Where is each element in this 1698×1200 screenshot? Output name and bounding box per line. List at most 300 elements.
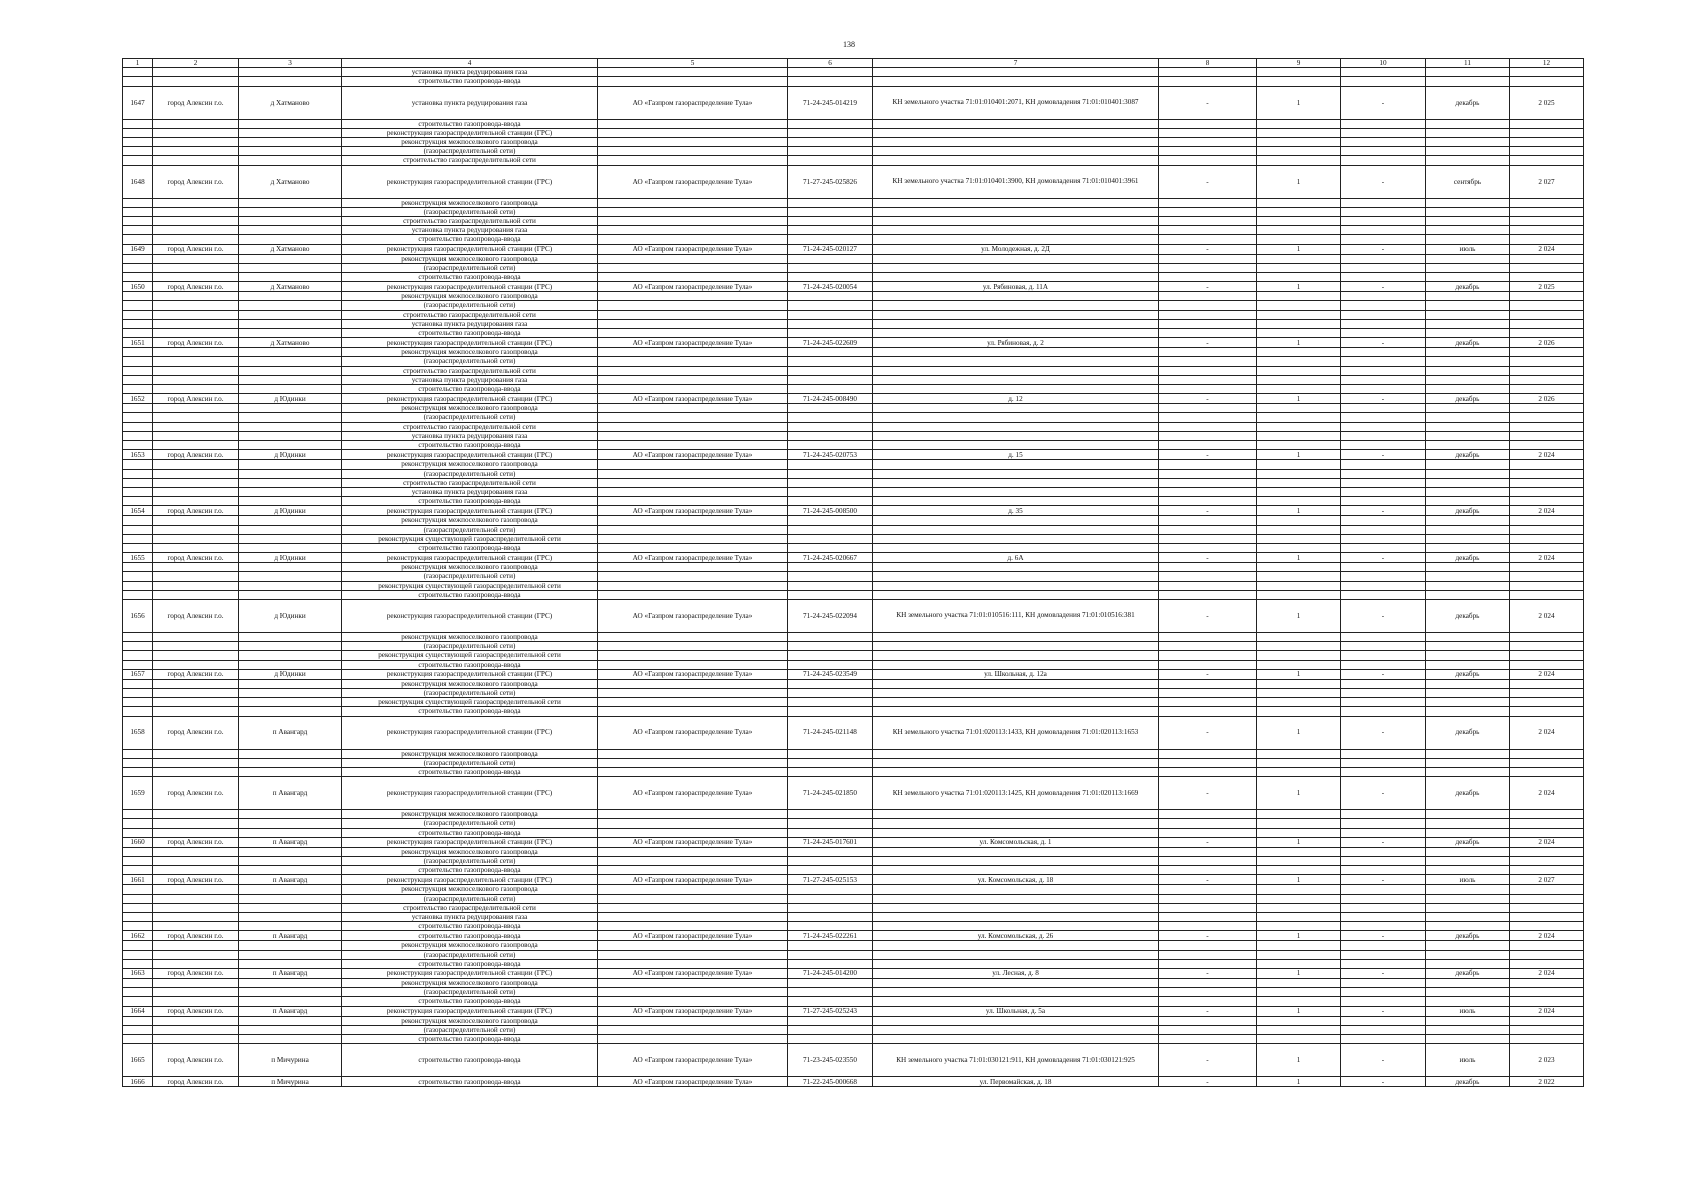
cell-10-cell	[1341, 460, 1426, 469]
address-cell	[873, 441, 1159, 450]
completion-year-cell	[1510, 997, 1584, 1006]
completion-month-cell	[1426, 301, 1510, 310]
address-cell	[873, 263, 1159, 272]
cell-10-cell	[1341, 441, 1426, 450]
address-cell	[873, 319, 1159, 328]
cell-8-cell	[1159, 847, 1257, 856]
cell-8-cell	[1159, 885, 1257, 894]
completion-year-cell	[1510, 404, 1584, 413]
completion-month-cell	[1426, 77, 1510, 86]
column-header: 6	[788, 59, 873, 68]
application-number-cell	[788, 235, 873, 244]
settlement-cell	[239, 226, 342, 235]
settlement-cell	[239, 68, 342, 77]
cell-8-cell: -	[1159, 1006, 1257, 1016]
work-type-cell: реконструкция межпоселкового газопровода	[342, 679, 598, 688]
cell-8-cell	[1159, 156, 1257, 165]
table-row	[123, 226, 1584, 235]
cell-8-cell	[1159, 698, 1257, 707]
connections-count-cell: 1	[1257, 450, 1341, 460]
municipality-cell: город Алексин г.о.	[153, 969, 239, 979]
completion-month-cell: декабрь	[1426, 931, 1510, 941]
completion-year-cell	[1510, 651, 1584, 660]
connections-count-cell: 1	[1257, 931, 1341, 941]
application-number-cell	[788, 959, 873, 968]
table-row	[123, 707, 1584, 716]
cell-10-cell	[1341, 198, 1426, 207]
application-number-cell	[788, 1016, 873, 1025]
table-row	[123, 847, 1584, 856]
operator-cell	[598, 997, 788, 1006]
column-header: 12	[1510, 59, 1584, 68]
application-number-cell	[788, 469, 873, 478]
completion-month-cell	[1426, 375, 1510, 384]
cell-8-cell: -	[1159, 1044, 1257, 1077]
address-cell	[873, 310, 1159, 319]
cell-10-cell	[1341, 749, 1426, 758]
municipality-cell	[153, 487, 239, 496]
work-type-cell: установка пункта редуцирования газа	[342, 375, 598, 384]
operator-cell	[598, 632, 788, 641]
completion-month-cell	[1426, 516, 1510, 525]
settlement-cell	[239, 77, 342, 86]
completion-year-cell	[1510, 254, 1584, 263]
application-number-cell: 71-27-245-025826	[788, 165, 873, 198]
address-cell: ул. Школьная, д. 12а	[873, 669, 1159, 679]
application-number-cell	[788, 263, 873, 272]
completion-month-cell	[1426, 263, 1510, 272]
application-number-cell	[788, 856, 873, 865]
cell-8-cell	[1159, 581, 1257, 590]
application-number-cell	[788, 273, 873, 282]
column-header: 4	[342, 59, 598, 68]
cell-10-cell	[1341, 431, 1426, 440]
work-type-cell: реконструкция газораспределительной станции (ГРС)	[342, 669, 598, 679]
application-number-cell	[788, 292, 873, 301]
completion-month-cell	[1426, 749, 1510, 758]
row-number-cell	[123, 828, 153, 837]
completion-year-cell	[1510, 856, 1584, 865]
cell-8-cell	[1159, 128, 1257, 137]
row-number-cell	[123, 385, 153, 394]
connections-count-cell	[1257, 688, 1341, 697]
table-row	[123, 988, 1584, 997]
address-cell	[873, 563, 1159, 572]
table-row	[123, 338, 1584, 348]
application-number-cell	[788, 534, 873, 543]
table-row	[123, 885, 1584, 894]
completion-month-cell	[1426, 707, 1510, 716]
completion-year-cell	[1510, 913, 1584, 922]
application-number-cell	[788, 563, 873, 572]
operator-cell	[598, 894, 788, 903]
address-cell	[873, 1025, 1159, 1034]
address-cell	[873, 68, 1159, 77]
application-number-cell	[788, 198, 873, 207]
application-number-cell	[788, 572, 873, 581]
application-number-cell	[788, 441, 873, 450]
address-cell	[873, 301, 1159, 310]
work-type-cell: строительство газопровода-ввода	[342, 828, 598, 837]
cell-10-cell: -	[1341, 553, 1426, 563]
municipality-cell	[153, 292, 239, 301]
completion-year-cell	[1510, 534, 1584, 543]
table-row	[123, 375, 1584, 384]
table-row	[123, 767, 1584, 776]
cell-10-cell: -	[1341, 875, 1426, 885]
municipality-cell	[153, 810, 239, 819]
completion-year-cell	[1510, 156, 1584, 165]
completion-month-cell	[1426, 431, 1510, 440]
row-number-cell	[123, 422, 153, 431]
connections-count-cell	[1257, 147, 1341, 156]
application-number-cell: 71-24-245-014219	[788, 86, 873, 119]
row-number-cell	[123, 903, 153, 912]
table-row	[123, 931, 1584, 941]
completion-year-cell	[1510, 422, 1584, 431]
work-type-cell: (газораспределительной сети)	[342, 207, 598, 216]
settlement-cell	[239, 651, 342, 660]
cell-8-cell: -	[1159, 86, 1257, 119]
cell-10-cell	[1341, 301, 1426, 310]
connections-count-cell	[1257, 543, 1341, 552]
settlement-cell	[239, 487, 342, 496]
row-number-cell: 1665	[123, 1044, 153, 1077]
work-type-cell: реконструкция газораспределительной станции (ГРС)	[342, 450, 598, 460]
completion-year-cell: 2 024	[1510, 716, 1584, 749]
completion-year-cell	[1510, 810, 1584, 819]
operator-cell	[598, 590, 788, 599]
address-cell	[873, 810, 1159, 819]
completion-month-cell: декабрь	[1426, 1077, 1510, 1087]
municipality-cell	[153, 543, 239, 552]
municipality-cell	[153, 68, 239, 77]
cell-10-cell: -	[1341, 1044, 1426, 1077]
application-number-cell	[788, 147, 873, 156]
row-number-cell	[123, 632, 153, 641]
row-number-cell: 1648	[123, 165, 153, 198]
cell-8-cell: -	[1159, 969, 1257, 979]
operator-cell	[598, 147, 788, 156]
connections-count-cell	[1257, 563, 1341, 572]
cell-10-cell: -	[1341, 716, 1426, 749]
completion-year-cell: 2 023	[1510, 1044, 1584, 1077]
cell-8-cell	[1159, 525, 1257, 534]
work-type-cell: (газораспределительной сети)	[342, 819, 598, 828]
completion-month-cell	[1426, 581, 1510, 590]
cell-10-cell	[1341, 385, 1426, 394]
cell-8-cell: -	[1159, 1077, 1257, 1087]
work-type-cell: реконструкция межпоселкового газопровода	[342, 1016, 598, 1025]
work-type-cell: строительство газораспределительной сети	[342, 903, 598, 912]
cell-8-cell	[1159, 810, 1257, 819]
table-row	[123, 599, 1584, 632]
completion-year-cell	[1510, 119, 1584, 128]
table-row	[123, 77, 1584, 86]
municipality-cell	[153, 310, 239, 319]
work-type-cell: установка пункта редуцирования газа	[342, 913, 598, 922]
cell-10-cell	[1341, 68, 1426, 77]
completion-year-cell: 2 024	[1510, 1006, 1584, 1016]
municipality-cell	[153, 903, 239, 912]
settlement-cell	[239, 819, 342, 828]
cell-8-cell	[1159, 922, 1257, 931]
cell-10-cell	[1341, 534, 1426, 543]
row-number-cell: 1661	[123, 875, 153, 885]
cell-10-cell: -	[1341, 599, 1426, 632]
operator-cell	[598, 922, 788, 931]
settlement-cell	[239, 707, 342, 716]
cell-10-cell: -	[1341, 777, 1426, 810]
row-number-cell	[123, 758, 153, 767]
cell-8-cell	[1159, 254, 1257, 263]
work-type-cell: (газораспределительной сети)	[342, 525, 598, 534]
completion-month-cell: июль	[1426, 244, 1510, 254]
work-type-cell: строительство газопровода-ввода	[342, 767, 598, 776]
completion-year-cell	[1510, 922, 1584, 931]
cell-10-cell	[1341, 147, 1426, 156]
address-cell	[873, 525, 1159, 534]
connections-count-cell	[1257, 263, 1341, 272]
settlement-cell	[239, 156, 342, 165]
completion-year-cell: 2 024	[1510, 777, 1584, 810]
row-number-cell	[123, 254, 153, 263]
cell-10-cell	[1341, 217, 1426, 226]
cell-10-cell: -	[1341, 837, 1426, 847]
row-number-cell: 1656	[123, 599, 153, 632]
settlement-cell	[239, 810, 342, 819]
municipality-cell	[153, 431, 239, 440]
operator-cell	[598, 758, 788, 767]
application-number-cell	[788, 988, 873, 997]
settlement-cell	[239, 828, 342, 837]
settlement-cell	[239, 375, 342, 384]
operator-cell	[598, 516, 788, 525]
municipality-cell	[153, 357, 239, 366]
completion-month-cell: декабрь	[1426, 837, 1510, 847]
cell-8-cell	[1159, 301, 1257, 310]
settlement-cell	[239, 217, 342, 226]
settlement-cell	[239, 959, 342, 968]
work-type-cell: реконструкция газораспределительной станции (ГРС)	[342, 777, 598, 810]
table-row	[123, 525, 1584, 534]
table-row	[123, 394, 1584, 404]
municipality-cell	[153, 679, 239, 688]
connections-count-cell	[1257, 707, 1341, 716]
cell-8-cell	[1159, 375, 1257, 384]
operator-cell: АО «Газпром газораспределение Тула»	[598, 1006, 788, 1016]
settlement-cell	[239, 357, 342, 366]
operator-cell	[598, 301, 788, 310]
operator-cell	[598, 688, 788, 697]
settlement-cell	[239, 590, 342, 599]
address-cell	[873, 660, 1159, 669]
work-type-cell: строительство газопровода-ввода	[342, 77, 598, 86]
address-cell	[873, 357, 1159, 366]
row-number-cell: 1660	[123, 837, 153, 847]
operator-cell	[598, 254, 788, 263]
cell-8-cell	[1159, 138, 1257, 147]
settlement-cell	[239, 422, 342, 431]
operator-cell	[598, 563, 788, 572]
work-type-cell: (газораспределительной сети)	[342, 856, 598, 865]
cell-10-cell	[1341, 469, 1426, 478]
work-type-cell: (газораспределительной сети)	[342, 413, 598, 422]
application-number-cell	[788, 156, 873, 165]
table-row	[123, 263, 1584, 272]
settlement-cell	[239, 758, 342, 767]
application-number-cell	[788, 590, 873, 599]
work-type-cell: реконструкция газораспределительной станции (ГРС)	[342, 599, 598, 632]
row-number-cell	[123, 516, 153, 525]
address-cell	[873, 413, 1159, 422]
completion-year-cell	[1510, 847, 1584, 856]
connections-count-cell: 1	[1257, 338, 1341, 348]
table-row	[123, 581, 1584, 590]
municipality-cell	[153, 217, 239, 226]
completion-year-cell	[1510, 413, 1584, 422]
cell-10-cell	[1341, 698, 1426, 707]
cell-10-cell	[1341, 988, 1426, 997]
table-row	[123, 749, 1584, 758]
settlement-cell	[239, 469, 342, 478]
cell-8-cell	[1159, 758, 1257, 767]
cell-10-cell	[1341, 959, 1426, 968]
table-row	[123, 903, 1584, 912]
cell-10-cell	[1341, 828, 1426, 837]
cell-10-cell	[1341, 1025, 1426, 1034]
table-row	[123, 86, 1584, 119]
table-row	[123, 590, 1584, 599]
completion-month-cell	[1426, 543, 1510, 552]
table-row	[123, 478, 1584, 487]
table-row	[123, 950, 1584, 959]
connections-count-cell	[1257, 866, 1341, 875]
settlement-cell	[239, 329, 342, 338]
gasification-table	[122, 58, 1584, 1087]
row-number-cell	[123, 404, 153, 413]
application-number-cell: 71-23-245-023550	[788, 1044, 873, 1077]
work-type-cell: реконструкция межпоселкового газопровода	[342, 292, 598, 301]
completion-year-cell	[1510, 357, 1584, 366]
completion-year-cell: 2 024	[1510, 837, 1584, 847]
operator-cell	[598, 292, 788, 301]
application-number-cell	[788, 866, 873, 875]
row-number-cell	[123, 128, 153, 137]
municipality-cell	[153, 1035, 239, 1044]
connections-count-cell	[1257, 660, 1341, 669]
work-type-cell: строительство газопровода-ввода	[342, 590, 598, 599]
connections-count-cell	[1257, 1016, 1341, 1025]
address-cell	[873, 856, 1159, 865]
completion-year-cell	[1510, 319, 1584, 328]
address-cell	[873, 431, 1159, 440]
cell-8-cell: -	[1159, 244, 1257, 254]
cell-10-cell	[1341, 767, 1426, 776]
application-number-cell: 71-27-245-025243	[788, 1006, 873, 1016]
municipality-cell: город Алексин г.о.	[153, 1077, 239, 1087]
completion-year-cell: 2 024	[1510, 244, 1584, 254]
completion-year-cell	[1510, 950, 1584, 959]
connections-count-cell	[1257, 959, 1341, 968]
work-type-cell: строительство газопровода-ввода	[342, 866, 598, 875]
table-row	[123, 413, 1584, 422]
settlement-cell	[239, 478, 342, 487]
address-cell	[873, 198, 1159, 207]
operator-cell	[598, 431, 788, 440]
completion-month-cell	[1426, 959, 1510, 968]
work-type-cell: реконструкция существующей газораспределительной сети	[342, 651, 598, 660]
operator-cell	[598, 679, 788, 688]
cell-10-cell	[1341, 254, 1426, 263]
settlement-cell: п Авангард	[239, 875, 342, 885]
connections-count-cell	[1257, 217, 1341, 226]
completion-year-cell	[1510, 1016, 1584, 1025]
completion-year-cell: 2 025	[1510, 282, 1584, 292]
work-type-cell: строительство газораспределительной сети	[342, 217, 598, 226]
work-type-cell: реконструкция газораспределительной станции (ГРС)	[342, 282, 598, 292]
application-number-cell	[788, 119, 873, 128]
row-number-cell	[123, 1035, 153, 1044]
row-number-cell	[123, 941, 153, 950]
operator-cell	[598, 319, 788, 328]
completion-month-cell: декабрь	[1426, 669, 1510, 679]
table-row	[123, 1044, 1584, 1077]
row-number-cell	[123, 922, 153, 931]
connections-count-cell: 1	[1257, 669, 1341, 679]
operator-cell: АО «Газпром газораспределение Тула»	[598, 669, 788, 679]
operator-cell	[598, 138, 788, 147]
work-type-cell: установка пункта редуцирования газа	[342, 431, 598, 440]
settlement-cell: д Юдинки	[239, 553, 342, 563]
connections-count-cell	[1257, 301, 1341, 310]
row-number-cell: 1649	[123, 244, 153, 254]
cell-8-cell: -	[1159, 165, 1257, 198]
settlement-cell	[239, 660, 342, 669]
municipality-cell	[153, 534, 239, 543]
municipality-cell: город Алексин г.о.	[153, 669, 239, 679]
work-type-cell: реконструкция межпоселкового газопровода	[342, 460, 598, 469]
cell-10-cell: -	[1341, 338, 1426, 348]
cell-10-cell	[1341, 810, 1426, 819]
table-row	[123, 1077, 1584, 1087]
row-number-cell	[123, 217, 153, 226]
address-cell: д. 15	[873, 450, 1159, 460]
operator-cell	[598, 422, 788, 431]
connections-count-cell	[1257, 310, 1341, 319]
operator-cell	[598, 698, 788, 707]
cell-8-cell	[1159, 310, 1257, 319]
cell-10-cell	[1341, 894, 1426, 903]
completion-month-cell	[1426, 525, 1510, 534]
municipality-cell: город Алексин г.о.	[153, 394, 239, 404]
municipality-cell	[153, 894, 239, 903]
work-type-cell: реконструкция существующей газораспределительной сети	[342, 581, 598, 590]
cell-10-cell	[1341, 478, 1426, 487]
municipality-cell: город Алексин г.о.	[153, 244, 239, 254]
cell-8-cell: -	[1159, 669, 1257, 679]
table-row	[123, 810, 1584, 819]
connections-count-cell	[1257, 572, 1341, 581]
municipality-cell	[153, 404, 239, 413]
cell-8-cell	[1159, 119, 1257, 128]
work-type-cell: реконструкция газораспределительной станции (ГРС)	[342, 553, 598, 563]
address-cell	[873, 828, 1159, 837]
work-type-cell: (газораспределительной сети)	[342, 950, 598, 959]
completion-month-cell	[1426, 679, 1510, 688]
completion-month-cell	[1426, 235, 1510, 244]
application-number-cell	[788, 950, 873, 959]
